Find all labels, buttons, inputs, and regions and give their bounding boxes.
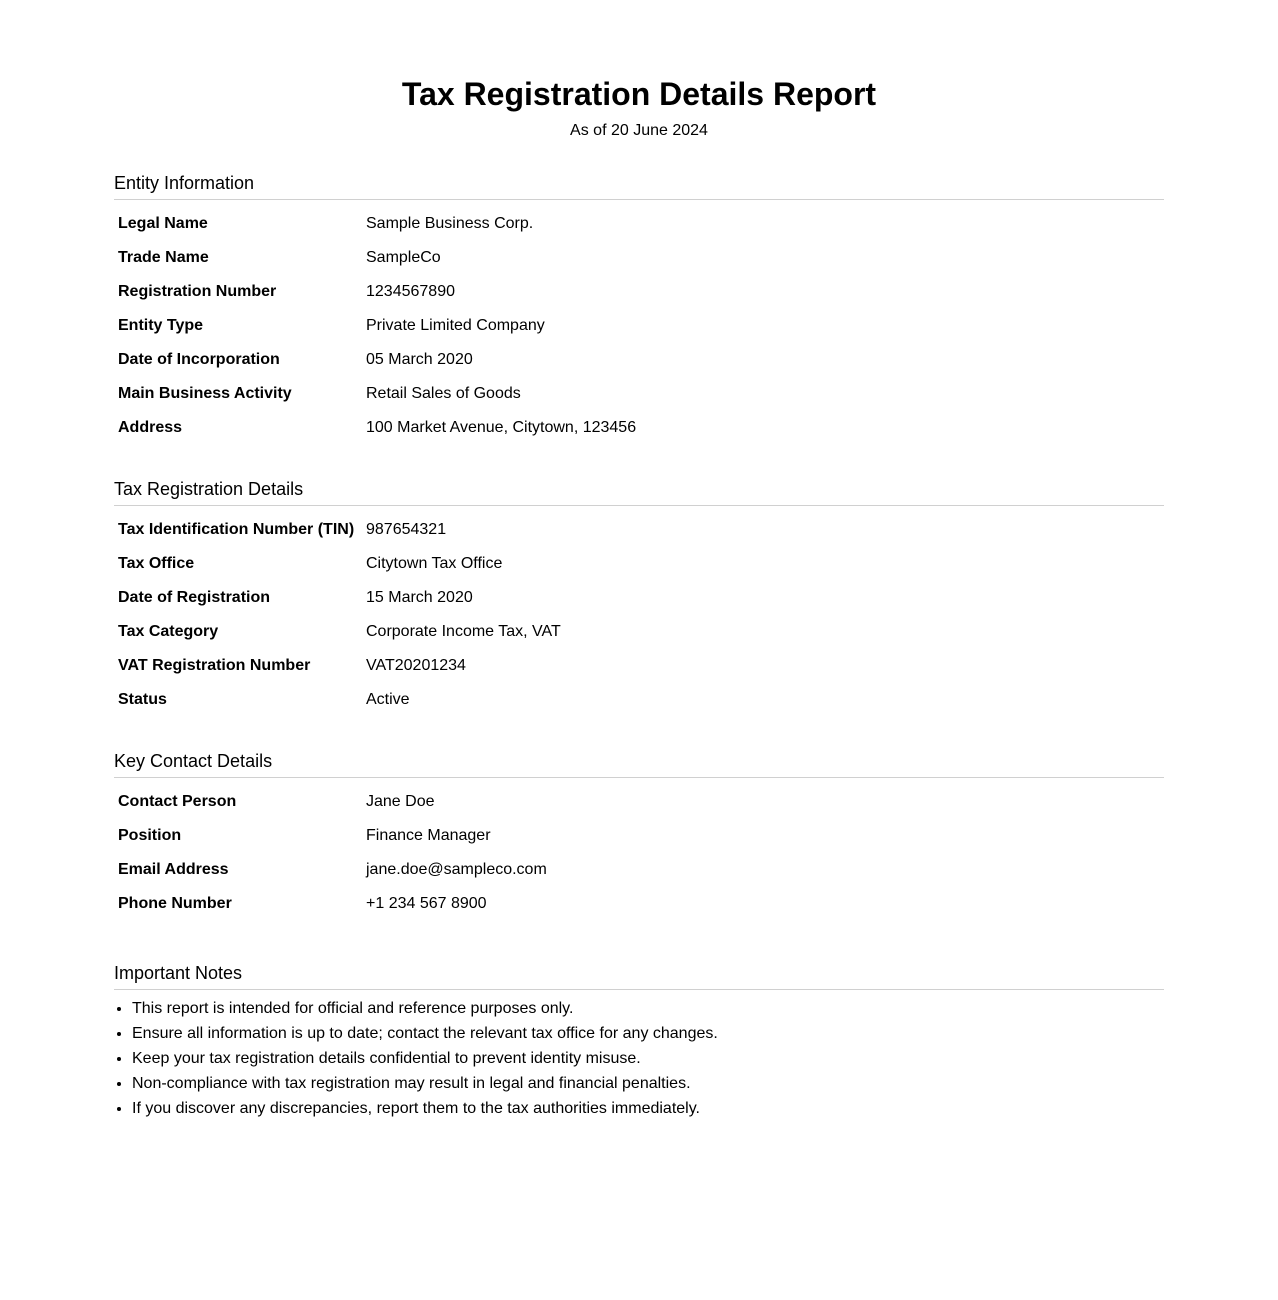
field-row-tax-office bbox=[114, 547, 565, 581]
field-value: Corporate Income Tax, VAT bbox=[366, 623, 561, 640]
tax-registration-table bbox=[114, 513, 565, 717]
key-contact-section bbox=[114, 750, 1164, 921]
field-value: 15 March 2020 bbox=[366, 589, 473, 606]
field-row-legal-name bbox=[114, 207, 640, 241]
field-row-entity-type bbox=[114, 309, 640, 343]
entity-information-table bbox=[114, 207, 640, 445]
field-value: Retail Sales of Goods bbox=[366, 385, 521, 402]
field-value: Jane Doe bbox=[366, 793, 435, 810]
field-row-date-of-incorporation bbox=[114, 343, 640, 377]
field-label: Email Address bbox=[118, 861, 229, 878]
report-date: As of 20 June 2024 bbox=[570, 122, 708, 139]
field-value: Active bbox=[366, 691, 410, 708]
field-label: Date of Registration bbox=[118, 589, 271, 606]
field-label: Tax Identification Number (TIN) bbox=[118, 521, 355, 538]
field-value: Citytown Tax Office bbox=[366, 555, 503, 572]
field-value: Private Limited Company bbox=[366, 317, 545, 334]
field-row-phone-number bbox=[114, 887, 551, 921]
field-label: Address bbox=[118, 419, 183, 436]
field-value: 05 March 2020 bbox=[366, 351, 473, 368]
field-label: Status bbox=[118, 691, 167, 708]
field-label: Position bbox=[118, 827, 182, 844]
field-label: Legal Name bbox=[118, 215, 208, 232]
field-value: 100 Market Avenue, Citytown, 123456 bbox=[366, 419, 637, 436]
field-row-address bbox=[114, 411, 640, 445]
field-label: Tax Office bbox=[118, 555, 195, 572]
field-row-status bbox=[114, 683, 565, 717]
note-item: • Ensure all information is up to date; contact the relevant tax office for any changes. bbox=[132, 1021, 1164, 1046]
key-contact-table bbox=[114, 785, 551, 921]
field-value: 987654321 bbox=[366, 521, 447, 538]
note-item: • This report is intended for official and reference purposes only. bbox=[132, 996, 1164, 1021]
section-heading: Key Contact Details bbox=[114, 750, 1164, 778]
note-item: • If you discover any discrepancies, report them to the tax authorities immediately. bbox=[132, 1096, 1164, 1121]
report-title: Tax Registration Details Report bbox=[401, 76, 877, 112]
field-row-tax-category bbox=[114, 615, 565, 649]
note-item: • Keep your tax registration details confidential to prevent identity misuse. bbox=[132, 1046, 1164, 1071]
field-value: SampleCo bbox=[366, 249, 441, 266]
field-label: VAT Registration Number bbox=[118, 657, 311, 674]
important-notes-section bbox=[114, 962, 1164, 1121]
field-value: 1234567890 bbox=[366, 283, 455, 300]
section-heading: Entity Information bbox=[114, 172, 1164, 200]
field-row-contact-person bbox=[114, 785, 551, 819]
field-label: Main Business Activity bbox=[118, 385, 292, 402]
field-row-email-address bbox=[114, 853, 551, 887]
field-label: Tax Category bbox=[118, 623, 219, 640]
field-label: Contact Person bbox=[118, 793, 237, 810]
field-value: VAT20201234 bbox=[366, 657, 466, 674]
field-value: jane.doe@sampleco.com bbox=[366, 861, 547, 878]
field-row-position bbox=[114, 819, 551, 853]
field-value: Sample Business Corp. bbox=[366, 215, 534, 232]
field-row-trade-name bbox=[114, 241, 640, 275]
field-label: Date of Incorporation bbox=[118, 351, 280, 368]
field-label: Registration Number bbox=[118, 283, 277, 300]
note-item: • Non-compliance with tax registration may result in legal and financial penalties. bbox=[132, 1071, 1164, 1096]
field-label: Trade Name bbox=[118, 249, 209, 266]
field-row-tin bbox=[114, 513, 565, 547]
field-row-main-business-activity bbox=[114, 377, 640, 411]
section-heading: Tax Registration Details bbox=[114, 478, 1164, 506]
entity-information-section bbox=[114, 172, 1164, 445]
field-row-registration-number bbox=[114, 275, 640, 309]
field-label: Entity Type bbox=[118, 317, 204, 334]
field-value: Finance Manager bbox=[366, 827, 491, 844]
notes-list bbox=[114, 996, 1164, 1121]
field-value: +1 234 567 8900 bbox=[366, 895, 487, 912]
field-row-date-of-registration bbox=[114, 581, 565, 615]
field-row-vat-registration-number bbox=[114, 649, 565, 683]
section-heading: Important Notes bbox=[114, 962, 1164, 990]
field-label: Phone Number bbox=[118, 895, 232, 912]
tax-registration-section bbox=[114, 478, 1164, 717]
